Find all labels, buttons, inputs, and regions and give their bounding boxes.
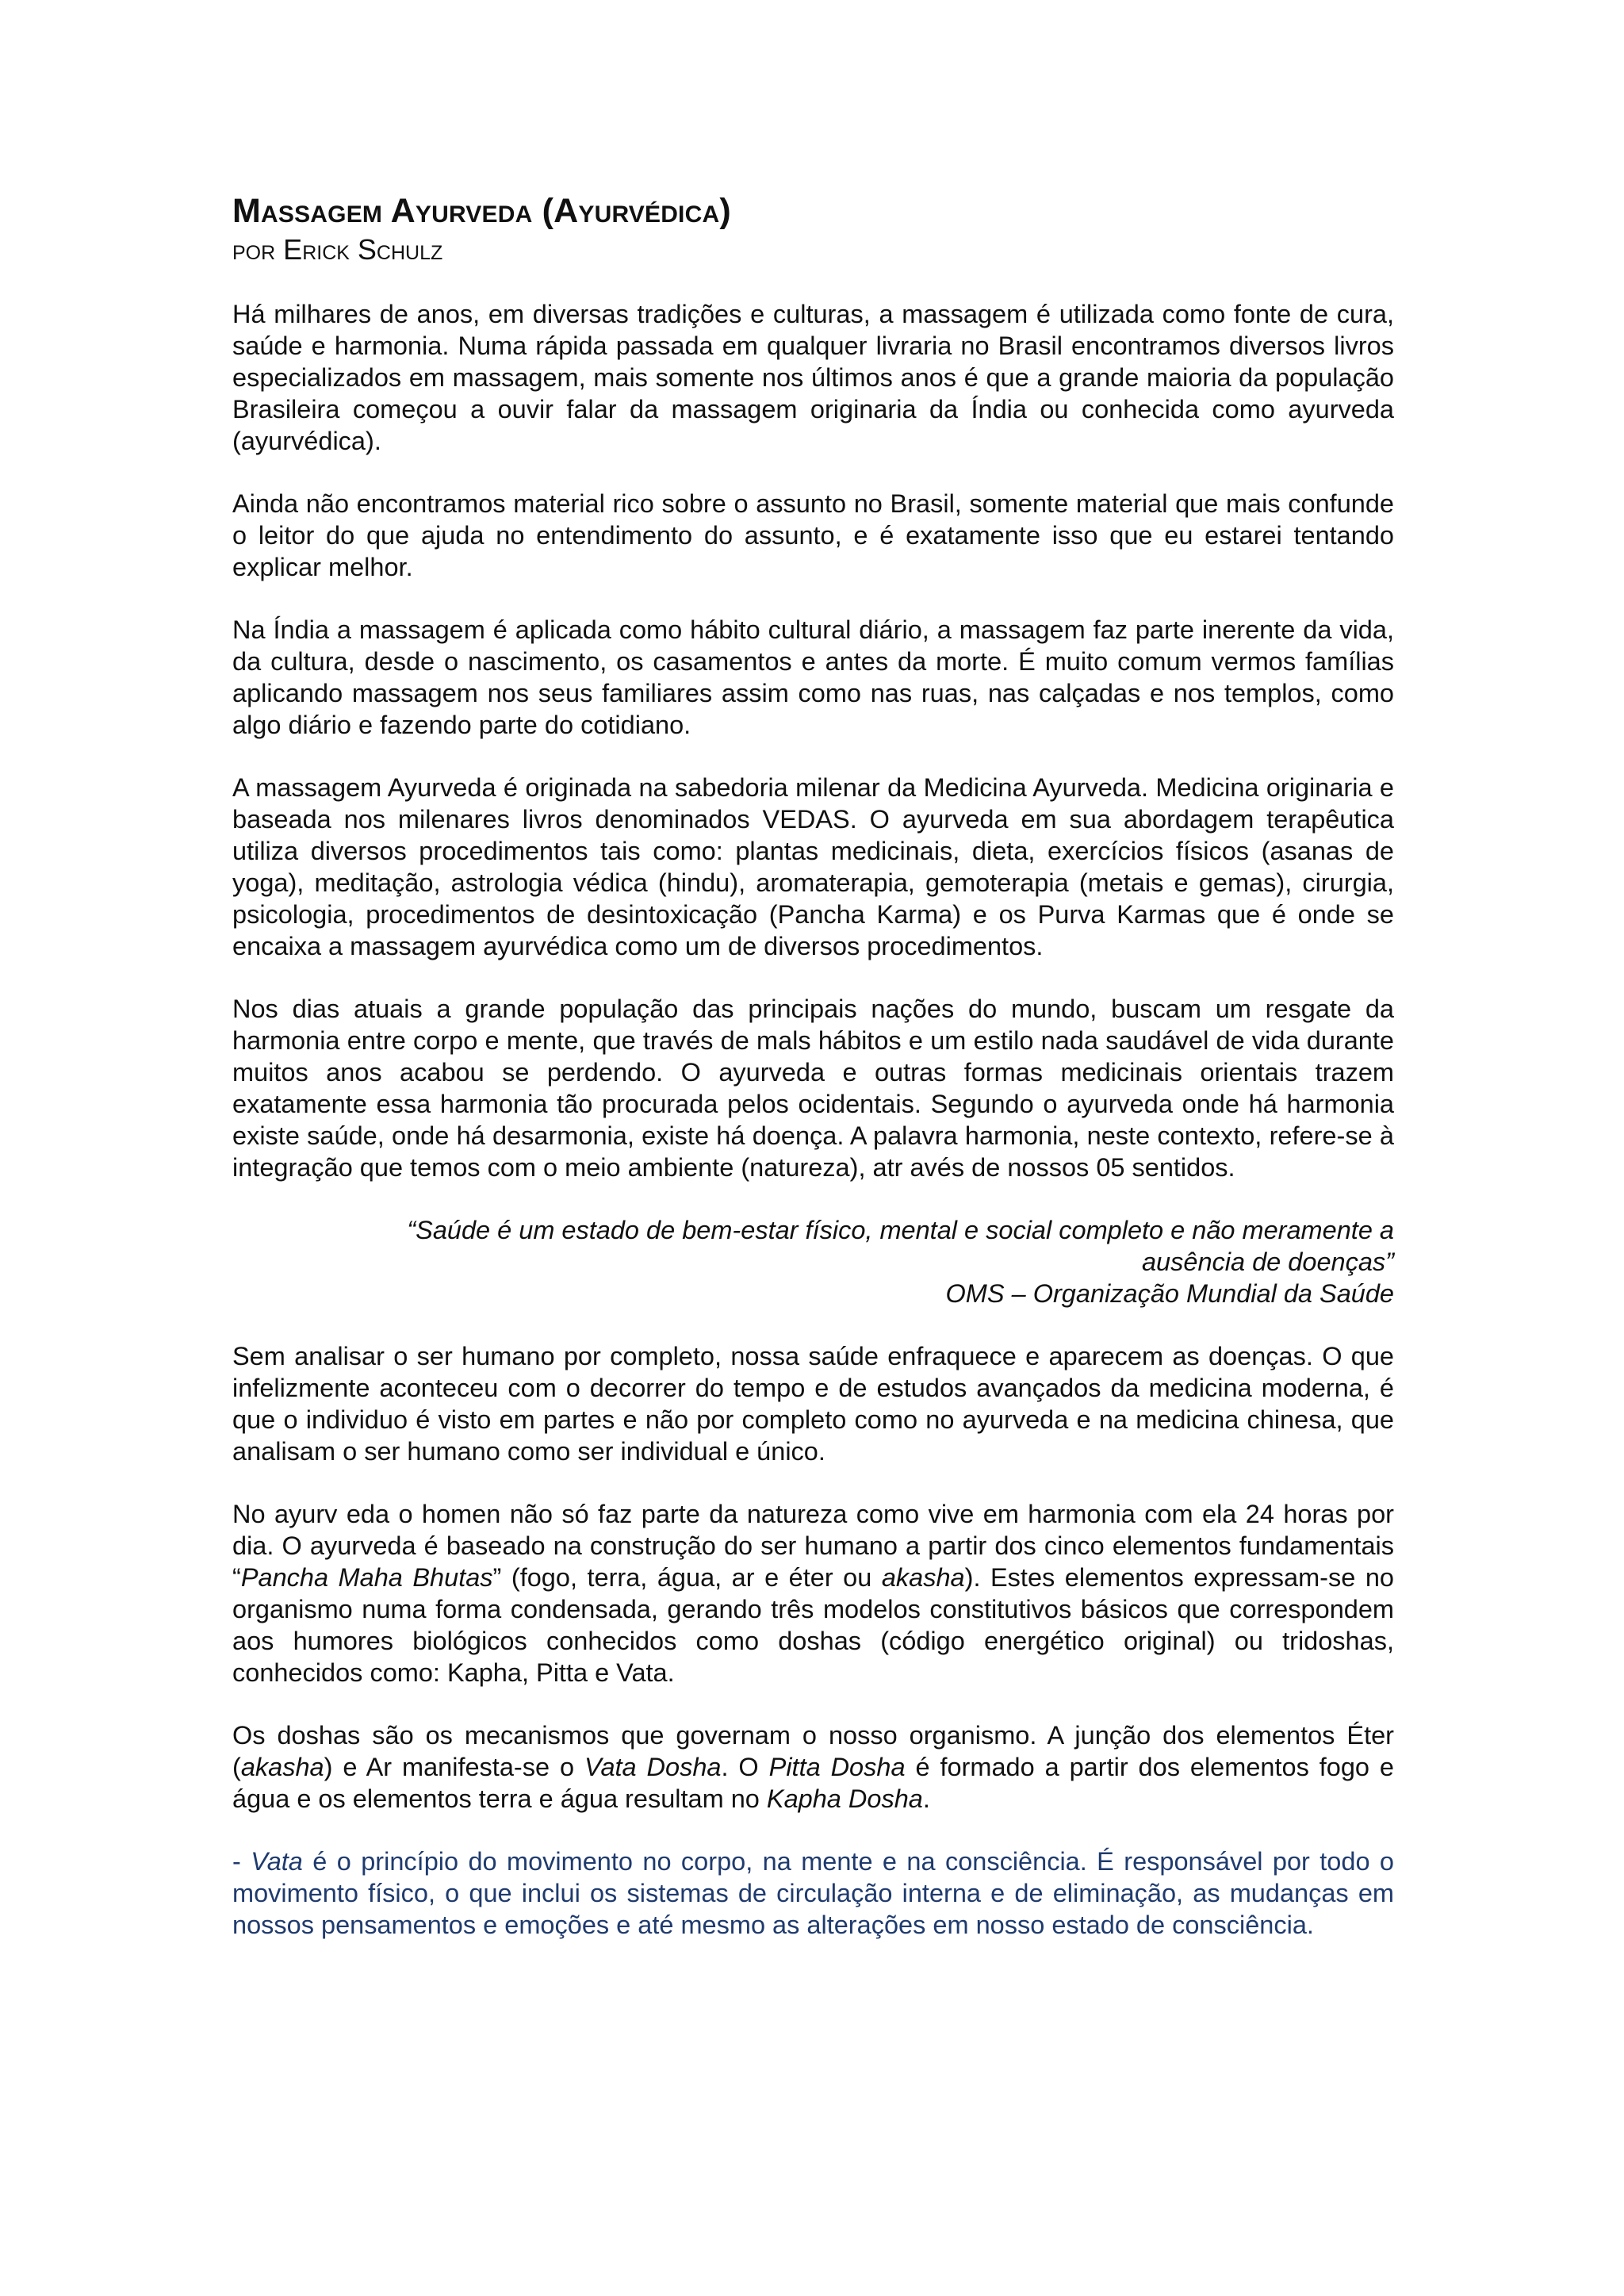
document-title: Massagem Ayurveda (Ayurvédica): [232, 192, 731, 230]
quote-line-1: “Saúde é um estado de bem-estar físico, mental e social completo e não meramente a: [407, 1216, 1394, 1244]
quote-block: [232, 1214, 1394, 1309]
paragraph-harmonia: Nos dias atuais a grande população das principais nações do mundo, buscam um resgate da harmonia entre corpo e mente, que través de mals hábitos e um estilo nada saudável de vida durante muitos anos acabou se perdendo. O ayurveda e outras formas medicinais orientais trazem exatamente essa harmonia tão procurada pelos ocidentais. Segundo o ayurveda onde há harmonia existe saúde, onde há desarmonia, existe há doença. A palavra harmonia, neste contexto, refere-se à integração que temos com o meio ambiente (natureza), atr avés de nossos 05 sentidos.: [232, 995, 1394, 1182]
paragraph-material: Ainda não encontramos material rico sobre o assunto no Brasil, somente material que mais confunde o leitor do que ajuda no entendimento do assunto, e é exatamente isso que eu estarei tentando explicar melhor.: [232, 489, 1394, 581]
quote-source: OMS – Organização Mundial da Saúde: [945, 1279, 1394, 1308]
paragraph-india: Na Índia a massagem é aplicada como hábito cultural diário, a massagem faz parte inerente da vida, da cultura, desde o nascimento, os casamentos e antes da morte. É muito comum vermos famílias aplicando massagem nos seus familiares assim como nas ruas, nas calçadas e nos templos, como algo diário e fazendo parte do cotidiano.: [232, 615, 1394, 739]
document-page: [232, 190, 1394, 1972]
paragraph-intro: Há milhares de anos, em diversas tradições e culturas, a massagem é utilizada como fonte de cura, saúde e harmonia. Numa rápida passada em qualquer livraria no Brasil encontramos diversos livros especializados em massagem, mais somente nos últimos anos é que a grande maioria da população Brasileira começou a ouvir falar da massagem originaria da Índia ou conhecida como ayurveda (ayurvédica).: [232, 300, 1394, 455]
author-byline: por Erick Schulz: [232, 233, 443, 266]
quote-line-2: ausência de doenças”: [1141, 1248, 1394, 1276]
paragraph-doshas: Os doshas são os mecanismos que governam o nosso organismo. A junção dos elementos Éter (akasha) e Ar manifesta-se o Vata Dosha. O Pitta Dosha é formado a partir dos elementos fogo e água e os elementos terra e água resultam no Kapha Dosha.: [232, 1721, 1394, 1813]
paragraph-medicina-ayurveda: A massagem Ayurveda é originada na sabedoria milenar da Medicina Ayurveda. Medicina originaria e baseada nos milenares livros denominados VEDAS. O ayurveda em sua abordagem terapêutica utiliza diversos procedimentos tais como: plantas medicinais, dieta, exercícios físicos (asanas de yoga), meditação, astrologia védica (hindu), aromaterapia, gemoterapia (metais e gemas), cirurgia, psicologia, procedimentos de desintoxicação (Pancha Karma) e os Purva Karmas que é onde se encaixa a massagem ayurvédica como um de diversos procedimentos.: [232, 773, 1394, 960]
paragraph-pancha-maha-bhutas: No ayurv eda o homen não só faz parte da natureza como vive em harmonia com ela 24 horas por dia. O ayurveda é baseado na construção do ser humano a partir dos cinco elementos fundamentais “Pancha Maha Bhutas” (fogo, terra, água, ar e éter ou akasha). Estes elementos expressam-se no organismo numa forma condensada, gerando três modelos constitutivos básicos que correspondem aos humores biológicos conhecidos como doshas (código energético original) ou tridoshas, conhecidos como: Kapha, Pitta e Vata.: [232, 1500, 1394, 1687]
paragraph-ser-humano: Sem analisar o ser humano por completo, nossa saúde enfraquece e aparecem as doenças. O que infelizmente aconteceu com o decorrer do tempo e de estudos avançados da medicina moderna, é que o individuo é visto em partes e não por completo como no ayurveda e na medicina chinesa, que analisam o ser humano como ser individual e único.: [232, 1342, 1394, 1466]
paragraph-vata: - Vata é o princípio do movimento no corpo, na mente e na consciência. É responsável por todo o movimento físico, o que inclui os sistemas de circulação interna e de eliminação, as mudanças em nossos pensamentos e emoções e até mesmo as alterações em nosso estado de consciência.: [232, 1847, 1394, 1939]
